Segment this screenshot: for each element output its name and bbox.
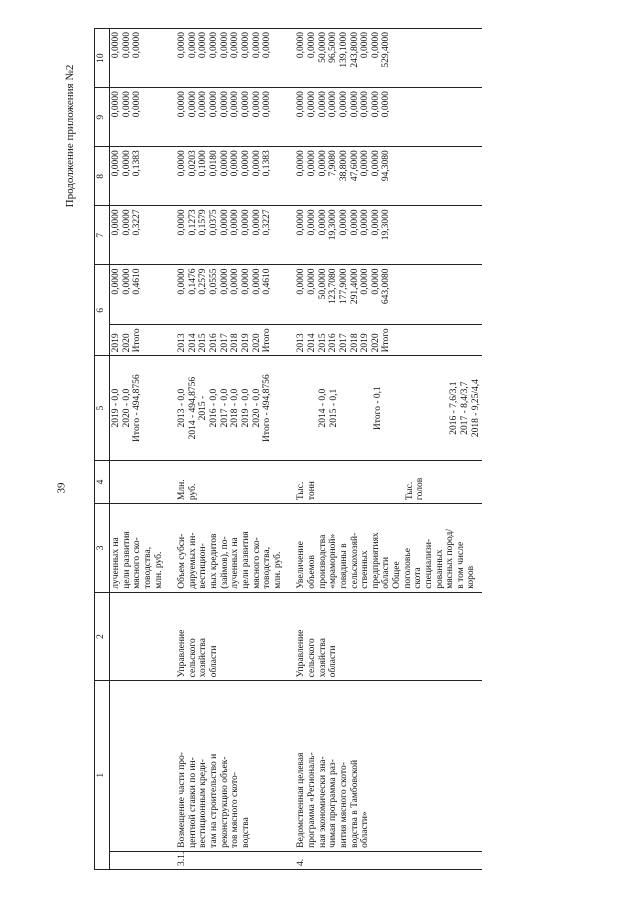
row-4-col6-value: 0,0000 — [370, 268, 381, 295]
row-3-1-col8-value: 0,0000 — [251, 150, 262, 177]
row-3-1-col6-value: 0,0000 — [230, 268, 241, 295]
row-3-1-col6-values — [165, 265, 284, 324]
row-3-1-col2-line: сельского — [187, 638, 198, 678]
row-4-col8 — [284, 147, 482, 206]
row-3-1-col6-value: 0,0000 — [251, 268, 262, 295]
row-4-col2-line: Управление — [296, 629, 307, 678]
row-3-1-col3-line: млн. руб. — [272, 551, 283, 589]
row-4-col8-value: 38,8000 — [338, 150, 349, 182]
cont-col3-line: цели развития — [121, 531, 132, 589]
row-4-col3-line: мясных пород/ — [445, 528, 456, 589]
row-3-1-col10-value: 0,0000 — [187, 32, 198, 59]
row-3-1-col10-value: 0,0000 — [230, 32, 241, 59]
row-4-col9-value: 0,0000 — [349, 91, 360, 118]
row-3-1-col5 — [165, 356, 284, 461]
row-4-col10-value: 96,5000 — [328, 32, 339, 63]
row-3-1-col8-value: 0,0000 — [177, 150, 188, 177]
row-4-col3-line: ственных — [360, 550, 371, 589]
cont-col7-value: 0,3227 — [132, 209, 143, 236]
row-4-col9-value: 0,0000 — [360, 91, 371, 118]
row-4-col3-line: объемов — [307, 554, 317, 589]
row-3-1-year: 2016 — [209, 333, 219, 353]
row-4-col6-values — [284, 265, 482, 324]
row-3-1-col6-value: 0,1476 — [187, 268, 198, 295]
row-3-1-col7-value: 0,3227 — [262, 209, 273, 236]
row-4-col6-years — [284, 324, 482, 356]
row-3-1-col6-value: 0,4610 — [262, 268, 273, 295]
row-3-1-col5-line: 2015 - — [198, 395, 209, 421]
row-4-col6-value: 50,0000 — [317, 268, 328, 300]
row-3-1-col2 — [165, 592, 284, 681]
row-4-col3-line: рованных — [434, 549, 445, 589]
row-3-1-col2-line: Управление — [177, 629, 188, 678]
cont-col9-value: 0,0000 — [121, 91, 132, 118]
cont-col4-cell — [110, 460, 166, 503]
row-3-1-col7-value: 0,0375 — [209, 209, 219, 236]
row-3-1-col5-line: 2019 - 0,0 — [240, 388, 251, 428]
row-4-col2-line: хозяйства — [317, 638, 328, 678]
row-4-col7-value: 0,0000 — [338, 209, 349, 236]
row-4-col3-line: предприятиях — [370, 532, 381, 589]
row-4-col1-line: чимая программа раз- — [328, 759, 339, 848]
row-4-col1 — [284, 681, 482, 851]
row-3-1-col9-value: 0,0000 — [251, 91, 262, 118]
header-cell-5: 5 — [95, 356, 110, 461]
table-row-continuation — [110, 29, 166, 870]
header-cell-7: 7 — [95, 206, 110, 265]
row-3-1-col1-line: Возмещение части про- — [177, 752, 188, 848]
row-4-col9-value: 0,0000 — [296, 91, 307, 118]
row-4-col2 — [284, 592, 482, 681]
row-4-col7-value: 0,0000 — [349, 209, 360, 236]
row-4-col3-line: области — [381, 556, 392, 589]
cont-col5-cell — [110, 356, 166, 461]
row-4-col8-value: 0,0000 — [296, 150, 307, 177]
cont-col6-year: 2019 — [111, 333, 121, 353]
row-4-col6-value: 123,7080 — [328, 268, 339, 305]
cont-col8-value: 0,0000 — [111, 150, 121, 177]
row-3-1-col10 — [165, 29, 284, 88]
row-4-col3-line: поголовье — [402, 548, 413, 589]
rotated-table-wrapper — [94, 28, 584, 870]
row-4-year: 2017 — [338, 333, 349, 353]
row-4-col5-total: Итого - 0,1 — [372, 386, 383, 431]
row-4-col10-value: 0,0000 — [360, 32, 371, 59]
row-3-1-year: 2013 — [177, 333, 188, 353]
row-4-col3-line: специализи- — [423, 538, 434, 589]
cont-col6-year: 2020 — [121, 333, 132, 353]
row-3-1-col8-value: 0,0000 — [240, 150, 251, 177]
cont-col10-cell — [110, 29, 166, 88]
row-4-col4-unit: Тыс. — [404, 481, 415, 501]
cont-col3-line: товодства, — [142, 546, 153, 589]
page-number: 39 — [55, 482, 68, 494]
row-4-col10-value: 0,0000 — [307, 32, 317, 59]
row-3-1-col9-value: 0,0000 — [209, 91, 219, 118]
row-3-1-col3-line: цели развития — [240, 531, 251, 589]
row-3-1-year: 2015 — [198, 333, 209, 353]
row-4-col10 — [284, 29, 482, 88]
row-3-1-col2-line: хозяйства — [198, 638, 209, 678]
row-3-1-col6-value: 0,0000 — [219, 268, 230, 295]
row-3-1-col5-line: 2018 - 0,0 — [230, 388, 241, 428]
row-3-1-col5-line: 2020 - 0,0 — [251, 388, 262, 428]
row-4-col3-line: производства — [317, 534, 328, 589]
row-3-1-col10-value: 0,0000 — [219, 32, 230, 59]
row-3-1-col6-value: 0,0000 — [240, 268, 251, 295]
row-4-col5-line: 2014 - 0,0 — [318, 388, 329, 428]
row-3-1-col3-line: товодства, — [262, 546, 273, 589]
row-4-col8-value: 0,0000 — [317, 150, 328, 177]
row-4-col6-value: 0,0000 — [307, 268, 317, 295]
cont-col6-value: 0,0000 — [121, 268, 132, 295]
cont-col3-line: лученных на — [111, 537, 121, 589]
cont-col5-line: 2020 - 0,0 — [121, 388, 132, 428]
row-3-1-col3-line: мясного ско- — [251, 537, 262, 589]
row-4-col4-unit: тонн — [307, 481, 317, 501]
row-4-col5 — [284, 356, 482, 461]
row-4-col1-line: вития мясного ското- — [338, 762, 349, 848]
row-3-1-col9 — [165, 88, 284, 147]
row-4-col9-value: 0,0000 — [317, 91, 328, 118]
row-3-1-col3-line: дируемых ин- — [187, 532, 198, 589]
row-4-col2-line: сельского — [307, 638, 317, 678]
row-4-year: 2020 — [370, 333, 381, 353]
row-4-col7-value: 0,0000 — [317, 209, 328, 236]
row-4-col5-line: 2018 - 9,25/4,4 — [470, 379, 481, 438]
header-cell-1: 1 — [95, 681, 110, 870]
row-4-col8-value: 7,9080 — [328, 150, 339, 177]
cont-num-cell — [110, 851, 166, 869]
row-4-col9-value: 0,0000 — [307, 91, 317, 118]
row-4-col5-line: 2016 - 7,6/3,1 — [449, 381, 460, 435]
row-3-1-col8-value: 0,1000 — [198, 150, 209, 177]
row-4-col9-value: 0,0000 — [370, 91, 381, 118]
row-3-1-col8-value: 0,0203 — [187, 150, 198, 177]
row-4-col10-value: 50,0000 — [317, 32, 328, 63]
row-3-1-col7-value: 0,1579 — [198, 209, 209, 236]
row-4-col3-line: Общее — [392, 561, 402, 589]
table-row-4 — [284, 29, 482, 870]
row-3-1-year: 2018 — [230, 333, 241, 353]
row-3-1-col7-value: 0,0000 — [240, 209, 251, 236]
row-4-year: 2018 — [349, 333, 360, 353]
cont-col2-cell — [110, 592, 166, 681]
row-3-1-col9-value: 0,0000 — [230, 91, 241, 118]
row-3-1-col10-value: 0,0000 — [240, 32, 251, 59]
rotated-table-inner — [94, 28, 584, 870]
header-cell-3: 3 — [95, 504, 110, 593]
row-3-1-col1-line: центной ставки по ин- — [187, 757, 198, 848]
row-4-col1-line: Ведомственная целевая — [296, 752, 307, 848]
row-4-col6-value: 643,0080 — [381, 268, 392, 305]
cont-col6-value: 0,4610 — [132, 268, 143, 295]
row-3-1-col9-value: 0,0000 — [198, 91, 209, 118]
row-3-1-col9-value: 0,0000 — [177, 91, 188, 118]
row-4-col3-line: скота — [413, 567, 424, 589]
row-3-1-col10-value: 0,0000 — [177, 32, 188, 59]
row-3-1-col3-line: лученных на — [230, 537, 241, 589]
cont-col3-line: мясного ско- — [132, 537, 143, 589]
row-4-col8-value: 94,3080 — [381, 150, 392, 182]
cont-col6-value: 0,0000 — [111, 268, 121, 295]
cont-col8-value: 0,1383 — [132, 150, 143, 177]
header-cell-2: 2 — [95, 592, 110, 681]
row-4-col6-value: 0,0000 — [360, 268, 371, 295]
row-3-1-col5-line: 2014 - 494,8756 — [187, 376, 198, 440]
row-3-1-col9-value: 0,0000 — [240, 91, 251, 118]
cont-col7-value: 0,0000 — [111, 209, 121, 236]
row-3-1-col10-value: 0,0000 — [198, 32, 209, 59]
cont-col6-year: Итого — [132, 328, 143, 353]
row-4-col7-value: 0,0000 — [360, 209, 371, 236]
header-cell-9: 9 — [95, 88, 110, 147]
row-3-1-year: 2017 — [219, 333, 230, 353]
row-3-1-col5-line: 2016 - 0,0 — [209, 388, 219, 428]
cont-col9-cell — [110, 88, 166, 147]
row-3-1-col9-value: 0,0000 — [219, 91, 230, 118]
row-3-1-year: Итого — [262, 328, 273, 353]
program-table — [94, 28, 482, 870]
row-3-1-col3-line: Объем субси- — [177, 533, 188, 589]
cont-col3-line: млн. руб. — [153, 551, 164, 589]
row-3-1-col1-line: там на строительство и — [209, 753, 219, 848]
row-3-1-col7 — [165, 206, 284, 265]
row-4-col10-value: 0,0000 — [296, 32, 307, 59]
row-number: 4. — [296, 858, 307, 866]
row-4-col1-line: программа «Региональ- — [307, 752, 317, 848]
row-3-1-col1 — [165, 681, 284, 851]
row-4-col6-value: 177,9000 — [338, 268, 349, 305]
cont-col5-line: 2019 - 0,0 — [111, 388, 121, 428]
cont-col9-value: 0,0000 — [111, 91, 121, 118]
row-3-1-col10-value: 0,0000 — [209, 32, 219, 59]
row-4-col3-line: коров — [466, 565, 477, 589]
appendix-title: Продолжение приложения №2 — [64, 64, 76, 208]
header-cell-8: 8 — [95, 147, 110, 206]
row-3-1-col7-value: 0,0000 — [251, 209, 262, 236]
row-3-1-col8-value: 0,0180 — [209, 150, 219, 177]
row-3-1-col2-line: области — [209, 645, 219, 678]
row-4-col1-line: водства в Тамбовской — [349, 759, 360, 848]
row-4-col9-value: 0,0000 — [328, 91, 339, 118]
row-3-1-col1-line: вестиционным креди- — [198, 759, 209, 848]
row-3-1-col8-value: 0,0000 — [230, 150, 241, 177]
row-3-1-col10-value: 0,0000 — [251, 32, 262, 59]
row-4-col7-value: 0,0000 — [307, 209, 317, 236]
row-3-1-col7-value: 0,1273 — [187, 209, 198, 236]
row-3-1-year: 2019 — [240, 333, 251, 353]
row-4-col4 — [284, 460, 482, 503]
row-4-col3-line: сельскохозяй- — [349, 532, 360, 589]
row-3-1-col6-value: 0,0555 — [209, 268, 219, 295]
header-cell-10: 10 — [95, 29, 110, 88]
row-4-year: 2013 — [296, 333, 307, 353]
row-4-year: Итого — [381, 328, 392, 353]
row-4-col6-value: 0,0000 — [296, 268, 307, 295]
header-cell-4: 4 — [95, 460, 110, 503]
row-4-col3-line: «мраморной» — [328, 533, 339, 589]
row-4-col10-value: 0,0000 — [370, 32, 381, 59]
row-4-year: 2016 — [328, 333, 339, 353]
row-3-1-year: 2014 — [187, 333, 198, 353]
cont-col10-value: 0,0000 — [121, 32, 132, 59]
row-4-col3 — [284, 504, 482, 593]
row-3-1-col4 — [165, 460, 284, 503]
cont-col10-value: 0,0000 — [132, 32, 143, 59]
row-3-1-col1-line: реконструкцию объек- — [219, 756, 230, 848]
row-4-col4-unit: голов — [415, 477, 426, 501]
row-3-1-col6-value: 0,2579 — [198, 268, 209, 295]
cont-col9-value: 0,0000 — [132, 91, 143, 118]
row-4-num — [284, 851, 482, 869]
row-4-col5-line: 2015 - 0,1 — [329, 388, 339, 428]
row-4-col3-line: в том числе — [455, 541, 466, 589]
row-3-1-col3-line: вестицион- — [198, 543, 209, 589]
row-number: 3.1. — [177, 851, 188, 866]
cont-col8-cell — [110, 147, 166, 206]
row-3-1-col1-line: тов мясного ското- — [230, 772, 241, 848]
row-3-1-col7-value: 0,0000 — [230, 209, 241, 236]
cont-col10-value: 0,0000 — [111, 32, 121, 59]
row-3-1-year: 2020 — [251, 333, 262, 353]
row-4-col9 — [284, 88, 482, 147]
header-row — [95, 29, 110, 870]
row-3-1-col7-value: 0,0000 — [177, 209, 188, 236]
row-4-year: 2015 — [317, 333, 328, 353]
row-4-col7-value: 19,3000 — [381, 209, 392, 241]
row-3-1-col8-value: 0,0000 — [219, 150, 230, 177]
cont-col7-value: 0,0000 — [121, 209, 132, 236]
cont-col6-values-cell — [110, 265, 166, 324]
row-4-col3-line: Увеличение — [296, 541, 307, 589]
row-3-1-col8-value: 0,1383 — [262, 150, 273, 177]
row-4-col9-value: 0,0000 — [381, 91, 392, 118]
row-4-col8-value: 0,0000 — [360, 150, 371, 177]
row-4-col8-value: 47,6000 — [349, 150, 360, 182]
cont-col7-cell — [110, 206, 166, 265]
row-3-1-col1-line: водства — [240, 817, 251, 848]
row-4-col7 — [284, 206, 482, 265]
row-3-1-col7-value: 0,0000 — [219, 209, 230, 236]
row-3-1-num — [165, 851, 284, 869]
row-3-1-col3 — [165, 504, 284, 593]
row-3-1-col10-value: 0,0000 — [262, 32, 273, 59]
row-3-1-col3-line: (займов), по- — [219, 536, 230, 589]
row-3-1-col5-line: Итого - 494,8756 — [262, 374, 273, 442]
row-4-col5-line: 2017 - 8,4/3,7 — [459, 381, 470, 435]
row-3-1-col4-line: Млн. — [177, 479, 188, 501]
row-4-col10-value: 139,1000 — [338, 32, 349, 68]
row-3-1-col6-value: 0,0000 — [177, 268, 188, 295]
row-4-col3-line: говядины в — [338, 543, 349, 589]
cont-col1-cell — [110, 681, 166, 851]
table-row-3-1 — [165, 29, 284, 870]
row-4-col6-value: 291,4000 — [349, 268, 360, 305]
row-3-1-col3-line: ных кредитов — [209, 533, 219, 589]
row-4-year: 2019 — [360, 333, 371, 353]
row-3-1-col8 — [165, 147, 284, 206]
row-3-1-col4-line: руб. — [187, 483, 198, 501]
cont-col5-line: Итого - 494,8756 — [132, 374, 143, 442]
row-4-col1-line: области» — [360, 811, 371, 848]
row-4-col8-value: 0,0000 — [370, 150, 381, 177]
header-cell-6: 6 — [95, 265, 110, 356]
row-4-year: 2014 — [307, 333, 317, 353]
row-4-col9-value: 0,0000 — [338, 91, 349, 118]
row-3-1-col9-value: 0,0000 — [187, 91, 198, 118]
row-4-col10-value: 529,4000 — [381, 32, 392, 68]
row-4-col4-unit: Тыс. — [296, 481, 307, 501]
row-3-1-col6-years — [165, 324, 284, 356]
cont-col3-cell — [110, 504, 166, 593]
row-4-col10-value: 243,8000 — [349, 32, 360, 68]
row-4-col7-value: 19,3000 — [328, 209, 339, 241]
cont-col6-years-cell — [110, 324, 166, 356]
row-3-1-col9-value: 0,0000 — [262, 91, 273, 118]
row-3-1-col5-line: 2013 - 0,0 — [177, 388, 188, 428]
cont-col8-value: 0,0000 — [121, 150, 132, 177]
row-4-col8-value: 0,0000 — [307, 150, 317, 177]
row-4-col7-value: 0,0000 — [296, 209, 307, 236]
row-4-col2-line: области — [328, 645, 339, 678]
row-4-col1-line: ная экономически зна- — [317, 756, 328, 848]
row-4-col7-value: 0,0000 — [370, 209, 381, 236]
row-3-1-col5-line: 2017 - 0,0 — [219, 388, 230, 428]
